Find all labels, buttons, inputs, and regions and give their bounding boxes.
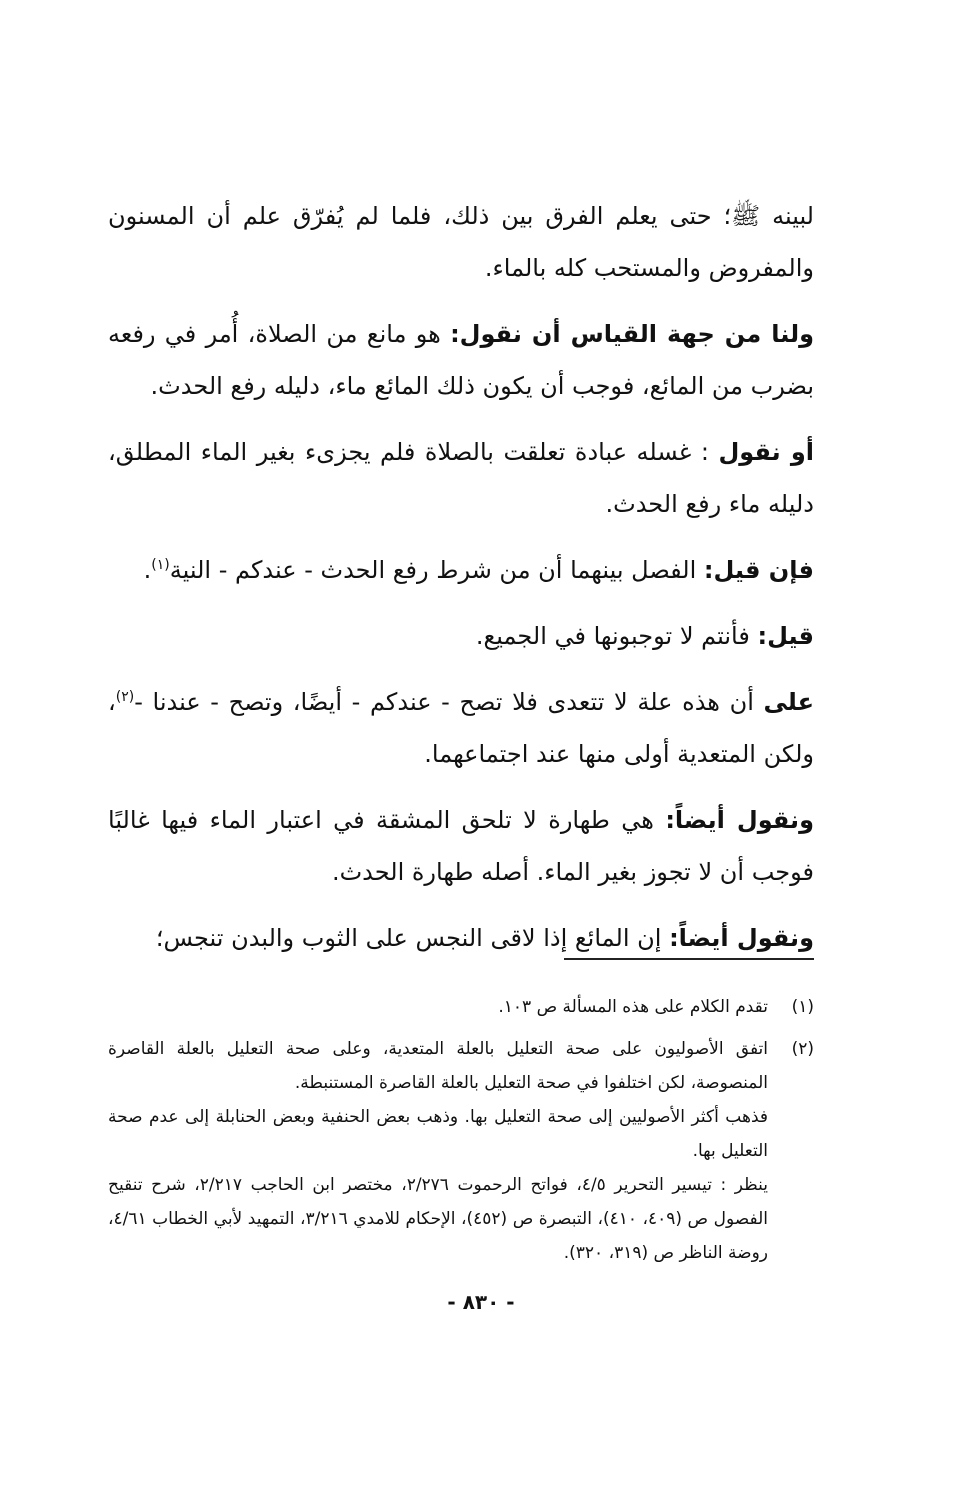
paragraph-7 xyxy=(108,794,814,898)
footnote-2-line-1: اتفق الأصوليون على صحة التعليل بالعلة المتعدية، وعلى صحة التعليل بالعلة القاصرة المنصوصة، لكن اختلفوا في صحة التعليل بالعلة القاصرة المستنبطة. xyxy=(108,1039,768,1093)
paragraph-5 xyxy=(108,610,814,662)
paragraph-3-lead: أو نقول xyxy=(718,438,815,466)
footnote-1-body xyxy=(108,990,768,1024)
paragraph-3 xyxy=(108,426,814,530)
paragraph-3-text: : غسله عبادة تعلقت بالصلاة فلم يجزىء بغير الماء المطلق، دليله ماء رفع الحدث. xyxy=(108,438,814,518)
paragraph-7-text: هي طهارة لا تلحق المشقة في اعتبار الماء فيها غالبًا فوجب أن لا تجوز بغير الماء. أصله طهارة الحدث. xyxy=(108,806,814,886)
paragraph-6-tail: ، ولكن المتعدية أولى منها عند اجتماعهما. xyxy=(108,688,814,768)
paragraph-6 xyxy=(108,676,814,780)
paragraph-1-text: لبينه ﷺ؛ حتى يعلم الفرق بين ذلك، فلما لم يُفرّق علم أن المسنون والمفروض والمستحب كله بالماء. xyxy=(108,202,814,282)
footnote-2-body xyxy=(108,1032,768,1270)
paragraph-2-text: هو مانع من الصلاة، أُمر في رفعه بضرب من المائع، فوجب أن يكون ذلك المائع ماء، دليله رفع الحدث. xyxy=(108,320,814,400)
footnote-1-number: (١) xyxy=(791,997,814,1017)
paragraph-8-text: إن المائع إذا لاقى النجس على الثوب والبدن تنجس؛ xyxy=(155,924,670,952)
paragraph-4-lead: فإن قيل: xyxy=(703,556,814,584)
paragraph-7-lead: ونقول أيضاً: xyxy=(665,806,814,834)
paragraph-6-lead: على xyxy=(763,688,814,716)
paragraph-6-text: أن هذه علة لا تتعدى فلا تصح - عندكم - أيضًا، وتصح - عندنا - xyxy=(134,688,764,716)
footnote-1 xyxy=(108,990,814,1024)
paragraph-8-lead: ونقول أيضاً: xyxy=(669,924,814,952)
footnote-ref-2: (٢) xyxy=(115,689,135,705)
paragraph-2-lead: ولنا من جهة القياس أن نقول: xyxy=(450,320,814,348)
paragraph-1 xyxy=(108,190,814,294)
paragraph-2 xyxy=(108,308,814,412)
footnotes xyxy=(108,990,814,1278)
paragraph-4 xyxy=(108,544,814,596)
footnote-separator xyxy=(564,958,814,960)
paragraph-8 xyxy=(108,912,814,964)
footnote-2-number: (٢) xyxy=(791,1039,814,1059)
paragraph-5-text: فأنتم لا توجبونها في الجميع. xyxy=(475,622,758,650)
footnote-ref-1: (١) xyxy=(151,557,170,573)
footnote-2 xyxy=(108,1032,814,1270)
paragraph-4-text: الفصل بينهما أن من شرط رفع الحدث - عندكم - النية xyxy=(169,556,704,584)
paragraph-4-tail: . xyxy=(143,556,152,584)
page-number: - ٨٣٠ - xyxy=(447,1290,515,1314)
paragraph-5-lead: قيل: xyxy=(757,622,814,650)
main-text xyxy=(108,190,814,978)
footnote-1-line-1: تقدم الكلام على هذه المسألة ص ١٠٣. xyxy=(498,997,768,1017)
footnote-2-line-3: ينظر : تيسير التحرير ٤/٥، فواتح الرحموت ٢/٢٧٦، مختصر ابن الحاجب ٢/٢١٧، شرح تنقيح الفصول ص (٤٠٩، ٤١٠)، التبصرة ص (٤٥٢)، الإحكام للامدي ٣/٢١٦، التمهيد لأبي الخطاب ٤/٦١، روضة الناظر ص (٣١٩، ٣٢٠). xyxy=(108,1175,768,1263)
footnote-2-line-2: فذهب أكثر الأصوليين إلى صحة التعليل بها. وذهب بعض الحنفية وبعض الحنابلة إلى عدم صحة التعليل بها. xyxy=(108,1107,768,1161)
